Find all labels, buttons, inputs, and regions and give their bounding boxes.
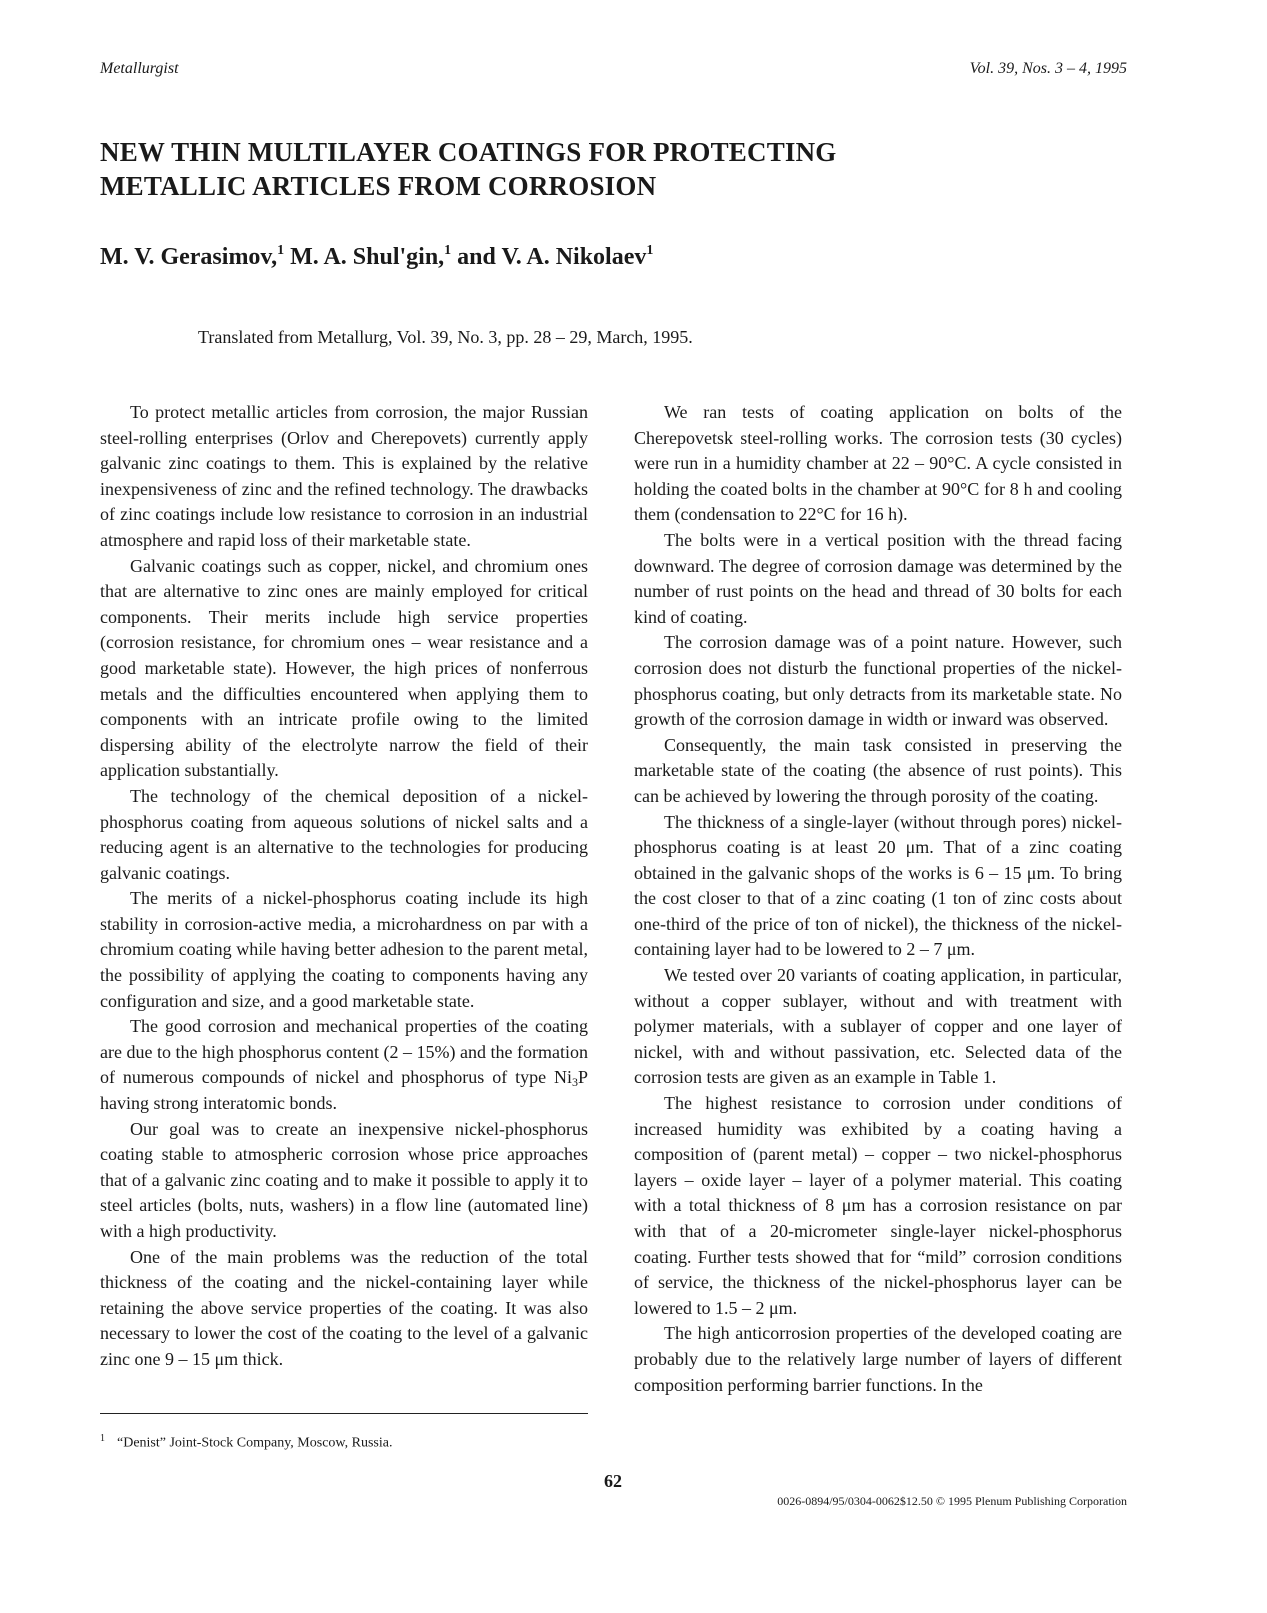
paragraph: The merits of a nickel-phosphorus coating include its high stability in corrosion-active media, a microhardness on par with a chromium coating while having better adhesion to the parent metal, the possibility of applying the coating to components having any configuration and size, and a good marketable state. [100, 888, 588, 1011]
copyright-line: 0026-0894/95/0304-0062$12.50 © 1995 Plenum Publishing Corporation [777, 1494, 1127, 1508]
paragraph: The corrosion damage was of a point nature. However, such corrosion does not disturb the functional properties of the nickel-phosphorus coating, but only detracts from its marketable state. No growth of the corrosion damage in width or inward was observed. [634, 632, 1122, 730]
translation-note: Translated from Metallurg, Vol. 39, No. 3, pp. 28 – 29, March, 1995. [198, 327, 693, 347]
paragraph: Our goal was to create an inexpensive nickel-phosphorus coating stable to atmospheric corrosion whose price approaches that of a galvanic zinc coating and to make it possible to apply it to steel articles (bolts, nuts, washers) in a flow line (automated line) with a high productivity. [100, 1118, 588, 1241]
author-3: V. A. Nikolaev [501, 244, 647, 270]
volume-info: Vol. 39, Nos. 3 – 4, 1995 [969, 60, 1127, 77]
right-column [634, 400, 1122, 1398]
author-1: M. V. Gerasimov, [100, 244, 278, 270]
footnote-marker: 1 [100, 1433, 105, 1444]
title-line-1: NEW THIN MULTILAYER COATINGS FOR PROTECTING [100, 137, 837, 167]
author-2-affiliation: 1 [444, 243, 452, 258]
left-column [100, 400, 588, 1373]
paragraph: The technology of the chemical deposition of a nickel-phosphorus coating from aqueous solutions of nickel salts and a reducing agent is an alternative to the technologies for producing galvanic coatings. [100, 785, 588, 883]
paragraph [100, 1014, 588, 1116]
author-3-affiliation: 1 [646, 243, 654, 258]
paragraph: We tested over 20 variants of coating application, in particular, without a copper sublayer, without and with treatment with polymer materials, with a sublayer of copper and one layer of nickel, with and without passivation, etc. Selected data of the corrosion tests are given as an example in Table 1. [634, 965, 1122, 1088]
paragraph-text: P having strong interatomic bonds. [100, 1067, 588, 1114]
journal-name: Metallurgist [100, 60, 179, 77]
author-list [100, 243, 653, 271]
footnote [100, 1433, 392, 1452]
author-1-affiliation: 1 [277, 243, 285, 258]
paragraph: Consequently, the main task consisted in preserving the marketable state of the coating (the absence of rust points). This can be achieved by lowering the through porosity of the coating. [634, 734, 1122, 806]
paragraph: The high anticorrosion properties of the developed coating are probably due to the relatively large number of layers of different composition performing barrier functions. In the [634, 1323, 1122, 1395]
author-conjunction: and [457, 244, 496, 270]
paragraph: The bolts were in a vertical position with the thread facing downward. The degree of corrosion damage was determined by the number of rust points on the head and thread of 30 bolts for each kind of coating. [634, 529, 1122, 627]
paragraph: Galvanic coatings such as copper, nickel, and chromium ones that are alternative to zinc ones are mainly employed for critical components. Their merits include high service properties (corrosion resistance, for chromium ones – wear resistance and a good marketable state). However, the high prices of nonferrous metals and the difficulties encountered when applying them to components with an intricate profile owing to the limited dispersing ability of the electrolyte narrow the field of their application substantially. [100, 555, 588, 781]
page-number: 62 [604, 1471, 622, 1491]
footnote-text: “Denist” Joint-Stock Company, Moscow, Russia. [117, 1435, 393, 1451]
title-line-2: METALLIC ARTICLES FROM CORROSION [100, 171, 657, 201]
paragraph: To protect metallic articles from corrosion, the major Russian steel-rolling enterprises (Orlov and Cherepovets) currently apply galvanic zinc coatings to them. This is explained by the relative inexpensiveness of zinc and the refined technology. The drawbacks of zinc coatings include low resistance to corrosion in an industrial atmosphere and rapid loss of their marketable state. [100, 402, 588, 550]
paragraph: The thickness of a single-layer (without through pores) nickel-phosphorus coating is at least 20 μm. That of a zinc coating obtained in the galvanic shops of the works is 6 – 15 μm. To bring the cost closer to that of a zinc coating (1 ton of zinc costs about one-third of the price of ton of nickel), the thickness of the nickel-containing layer had to be lowered to 2 – 7 μm. [634, 811, 1122, 960]
paragraph: One of the main problems was the reduction of the total thickness of the coating and the nickel-containing layer while retaining the above service properties of the coating. It was also necessary to lower the cost of the coating to the level of a galvanic zinc one 9 – 15 μm thick. [100, 1246, 588, 1369]
footnote-divider [100, 1413, 588, 1414]
paragraph-text: The good corrosion and mechanical properties of the coating are due to the high phosphorus content (2 – 15%) and the formation of numerous compounds of nickel and phosphorus of type Ni [100, 1016, 588, 1088]
article-title [100, 135, 1000, 203]
paragraph: We ran tests of coating application on bolts of the Cherepovetsk steel-rolling works. The corrosion tests (30 cycles) were run in a humidity chamber at 22 – 90°C. A cycle consisted in holding the coated bolts in the chamber at 90°C for 8 h and cooling them (condensation to 22°C for 16 h). [634, 402, 1122, 525]
author-2: M. A. Shul'gin, [290, 244, 445, 270]
subscript: 3 [571, 1075, 578, 1090]
paragraph: The highest resistance to corrosion under conditions of increased humidity was exhibited by a coating having a composition of (parent metal) – copper – two nickel-phosphorus layers – oxide layer – layer of a polymer material. This coating with a total thickness of 8 μm has a corrosion resistance on par with that of a 20-micrometer single-layer nickel-phosphorus coating. Further tests showed that for “mild” corrosion conditions of service, the thickness of the nickel-phosphorus layer can be lowered to 1.5 – 2 μm. [634, 1093, 1122, 1318]
